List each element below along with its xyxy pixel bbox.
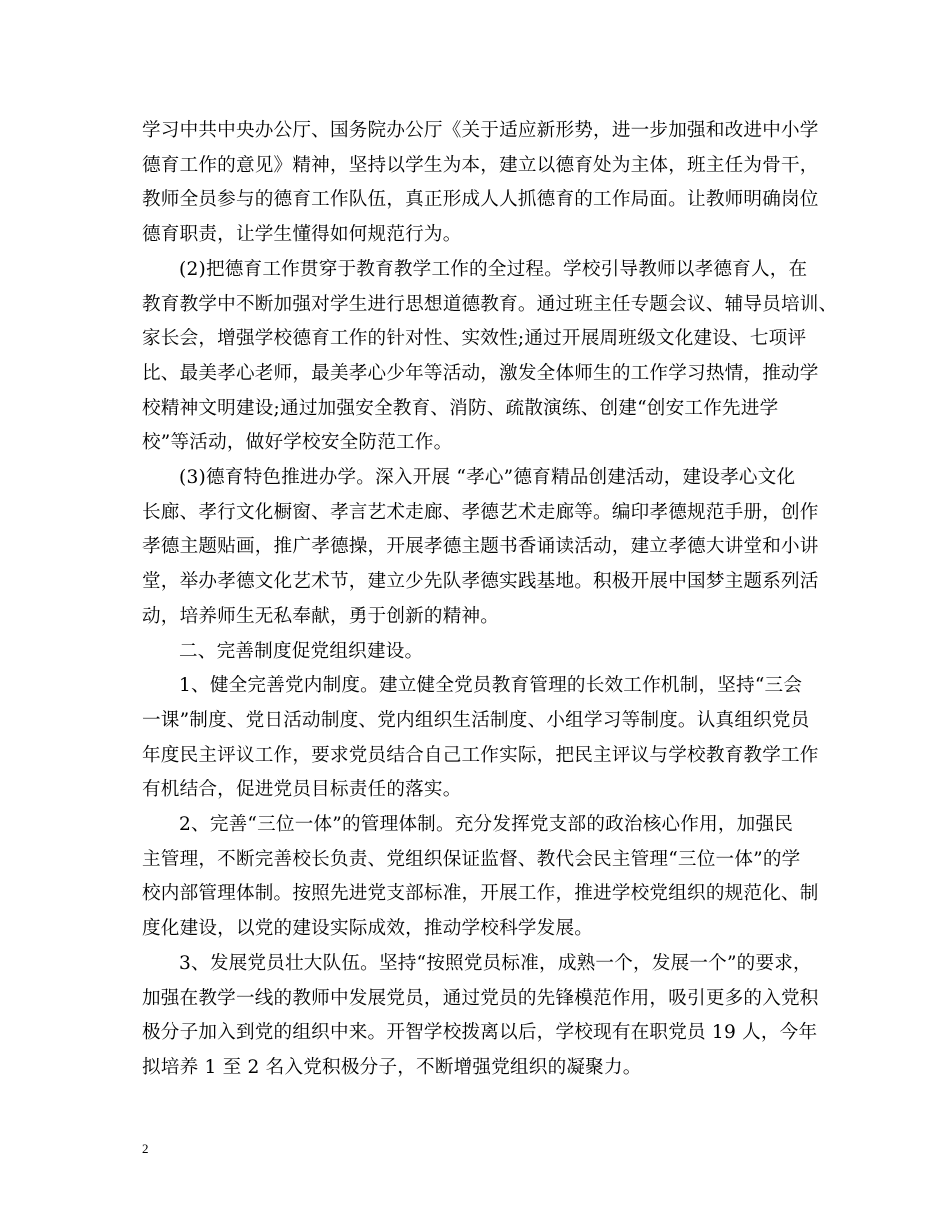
text-line: 比、最美孝心老师，最美孝心少年等活动，激发全体师生的工作学习热情，推动学 (142, 362, 819, 384)
text-line: 3、发展党员壮大队伍。坚持“按照党员标准，成熟一个，发展一个”的要求， (179, 952, 812, 974)
section-heading (142, 635, 822, 670)
paragraph-moral-education-team (142, 114, 822, 253)
document-body (142, 114, 838, 1086)
text-line: 长廊、孝行文化橱窗、孝言艺术走廊、孝德艺术走廊等。编印孝德规范手册，创作 (142, 501, 819, 523)
paragraph-section-item-1 (142, 669, 822, 808)
text-line: 家长会，增强学校德育工作的针对性、实效性;通过开展周班级文化建设、七项评 (142, 328, 807, 350)
text-line: (2)把德育工作贯穿于教育教学工作的全过程。学校引导教师以孝德育人，在 (179, 258, 808, 280)
text-line: 一课”制度、党日活动制度、党内组织生活制度、小组学习等制度。认真组织党员 (142, 709, 810, 731)
text-line: (3)德育特色推进办学。深入开展 “孝心”德育精品创建活动，建设孝心文化 (179, 467, 796, 489)
text-line: 1、健全完善党内制度。建立健全党员教育管理的长效工作机制，坚持“三会 (179, 675, 803, 697)
text-line: 德育工作的意见》精神，坚持以学生为本，建立以德育处为主体，班主任为骨干， (142, 154, 819, 176)
text-line: 教师全员参与的德育工作队伍，真正形成人人抓德育的工作局面。让教师明确岗位 (142, 189, 819, 211)
text-line: 动，培养师生无私奉献，勇于创新的精神。 (142, 605, 500, 627)
text-line: 二、完善制度促党组织建设。 (179, 640, 424, 662)
text-line: 校精神文明建设;通过加强安全教育、消防、疏散演练、创建“创安工作先进学 (142, 397, 779, 419)
text-line: 校”等活动，做好学校安全防范工作。 (142, 432, 453, 454)
text-line: 教育教学中不断加强对学生进行思想道德教育。通过班主任专题会议、辅导员培训、 (142, 293, 838, 315)
text-line: 主管理，不断完善校长负责、党组织保证监督、教代会民主管理“三位一体”的学 (142, 848, 801, 870)
paragraph-section-item-2 (142, 808, 822, 947)
paragraph-section-item-3 (142, 947, 822, 1086)
text-line: 校内部管理体制。按照先进党支部标准，开展工作，推进学校党组织的规范化、制 (142, 883, 819, 905)
text-line: 加强在教学一线的教师中发展党员，通过党员的先锋模范作用，吸引更多的入党积 (142, 987, 819, 1009)
paragraph-item-2 (142, 253, 838, 461)
text-line: 德育职责，让学生懂得如何规范行为。 (142, 224, 462, 246)
text-line: 极分子加入到党的组织中来。开智学校拨离以后，学校现有在职党员 19 人，今年 (142, 1022, 818, 1044)
text-line: 学习中共中央办公厅、国务院办公厅《关于适应新形势，进一步加强和改进中小学 (142, 120, 819, 141)
text-line: 孝德主题贴画，推广孝德操，开展孝德主题书香诵读活动，建立孝德大讲堂和小讲 (142, 536, 819, 558)
text-line: 有机结合，促进党员目标责任的落实。 (142, 779, 462, 801)
text-line: 年度民主评议工作，要求党员结合自己工作实际，把民主评议与学校教育教学工作 (142, 744, 819, 766)
text-line: 堂，举办孝德文化艺术节，建立少先队孝德实践基地。积极开展中国梦主题系列活 (142, 571, 819, 593)
page-number: 2 (142, 1141, 149, 1156)
paragraph-item-3 (142, 461, 822, 635)
text-line: 度化建设，以党的建设实际成效，推动学校科学发展。 (142, 918, 594, 940)
text-line: 拟培养 1 至 2 名入党积极分子，不断增强党组织的凝聚力。 (142, 1056, 642, 1078)
text-line: 2、完善“三位一体”的管理体制。充分发挥党支部的政治核心作用，加强民 (179, 814, 794, 836)
